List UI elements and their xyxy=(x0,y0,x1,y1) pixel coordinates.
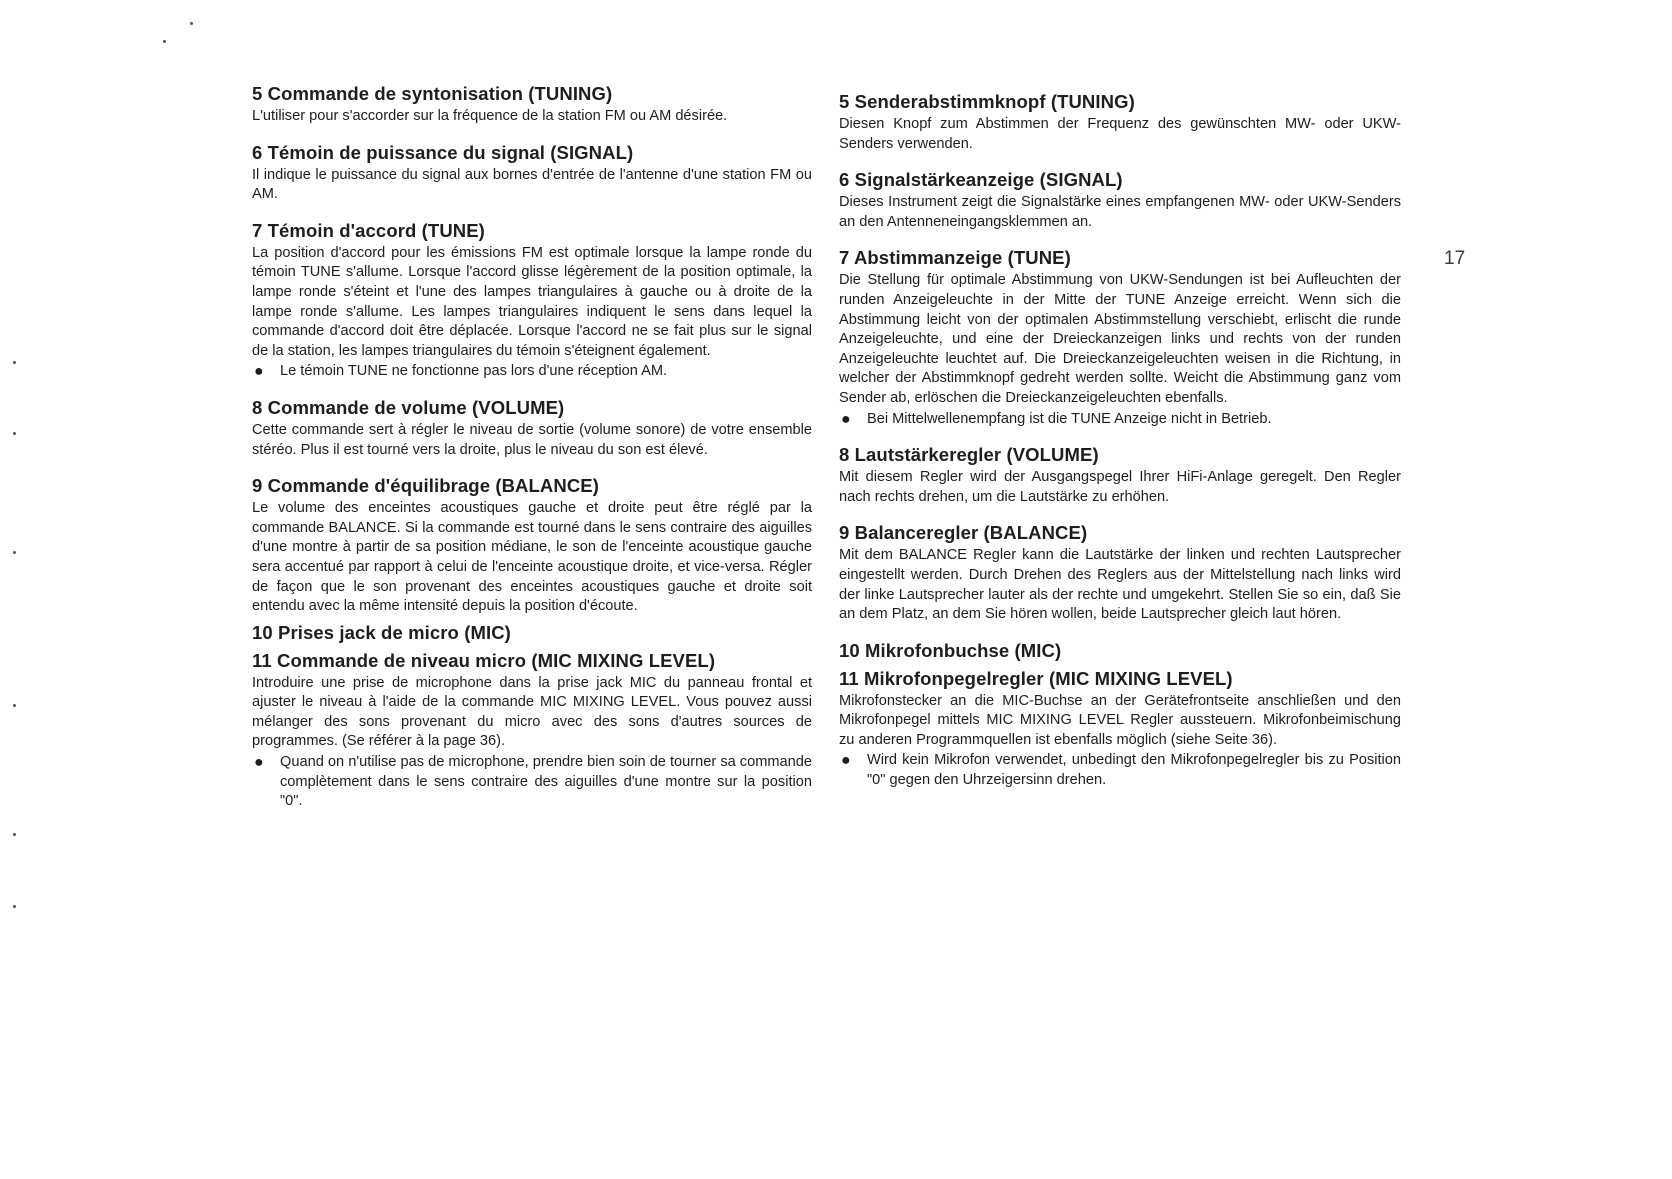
section-heading: 6 Signalstärkeanzeige (SIGNAL) xyxy=(839,169,1123,191)
section-text: Introduire une prise de microphone dans la prise jack MIC du panneau frontal et ajuster le niveau à l'aide de la commande MIC MIXING LEVEL. Vous pouvez aussi mélanger des sons provenant du micro avec des sons d'autres sources de programmes. (Se référer à la page 36). xyxy=(252,674,812,750)
scan-speck xyxy=(163,40,166,43)
page-number: 17 xyxy=(1444,248,1466,269)
bullet-text: Bei Mittelwellenempfang ist die TUNE Anzeige nicht in Betrieb. xyxy=(867,410,1272,427)
bullet-note xyxy=(839,410,1401,430)
bullet-icon: ● xyxy=(841,752,851,770)
bullet-text: Le témoin TUNE ne fonctionne pas lors d'une réception AM. xyxy=(280,363,668,380)
scan-speck xyxy=(13,551,16,554)
scan-speck xyxy=(13,905,16,908)
bullet-text: Wird kein Mikrofon verwendet, unbedingt den Mikrofonpegelregler bis zu Position "0" gegen den Uhrzeigersinn drehen. xyxy=(867,752,1401,789)
section-text: Cette commande sert à régler le niveau de sortie (volume sonore) de votre ensemble stéréo. Plus il est tourné vers la droite, plus le niveau du son est élevé. xyxy=(252,421,812,458)
fr-section-tuning xyxy=(252,82,812,127)
section-text: Il indique le puissance du signal aux bornes d'entrée de l'antenne d'une station FM ou AM. xyxy=(252,166,812,203)
section-heading: 8 Commande de volume (VOLUME) xyxy=(252,396,565,418)
section-text: Le volume des enceintes acoustiques gauche et droite peut être réglé par la commande BALANCE. Si la commande est tourné dans le sens contraire des aiguilles d'une montre à partir de sa position médiane, le son de l'enceinte acoustique gauche sera accentué par rapport à celui de l'enceinte acoustique droite, et vice-versa. Régler de façon que le son provenant des enceintes acoustiques gauche et droite soit entendu avec la même intensité depuis la position d'écoute. xyxy=(252,500,812,615)
bullet-icon: ● xyxy=(254,363,264,381)
section-heading: 6 Témoin de puissance du signal (SIGNAL) xyxy=(252,141,634,163)
fr-section-balance xyxy=(252,474,812,617)
fr-section-mic-mixing xyxy=(252,649,812,812)
de-section-balance xyxy=(839,521,1401,624)
section-text: Mit dem BALANCE Regler kann die Lautstärke der linken und rechten Lautsprecher eingestellt werden. Durch Drehen des Reglers aus der Mittelstellung nach links wird der linke Lautsprecher lauter als der rechte und umgekehrt. Stellen Sie so ein, daß Sie an dem Platz, an dem Sie hören wollen, beide Lautsprecher gleich laut hören. xyxy=(839,547,1401,623)
section-heading: 9 Balanceregler (BALANCE) xyxy=(839,522,1088,544)
section-heading: 5 Commande de syntonisation (TUNING) xyxy=(252,83,613,104)
section-text: Dieses Instrument zeigt die Signalstärke eines empfangenen MW- oder UKW-Senders an den Antenneneingangsklemmen an. xyxy=(839,194,1401,230)
french-column xyxy=(252,82,812,826)
section-heading: 7 Abstimmanzeige (TUNE) xyxy=(839,247,1071,269)
section-heading: 5 Senderabstimmknopf (TUNING) xyxy=(839,91,1135,112)
german-column xyxy=(839,90,1401,805)
section-heading: 9 Commande d'équilibrage (BALANCE) xyxy=(252,475,599,497)
scan-speck xyxy=(13,833,16,836)
de-section-tuning xyxy=(839,90,1401,154)
de-section-signal xyxy=(839,168,1401,232)
scan-speck xyxy=(13,361,16,364)
section-heading: 11 Mikrofonpegelregler (MIC MIXING LEVEL) xyxy=(839,667,1233,689)
de-section-mic-mixing xyxy=(839,667,1401,791)
section-text: Mit diesem Regler wird der Ausgangspegel Ihrer HiFi-Anlage geregelt. Den Regler nach rechts drehen, um die Lautstärke zu erhöhen. xyxy=(839,469,1401,505)
de-section-volume xyxy=(839,443,1401,507)
bullet-note xyxy=(252,753,812,812)
scan-speck xyxy=(190,22,193,25)
section-text: Die Stellung für optimale Abstimmung von UKW-Sendungen ist bei Aufleuchten der runden Anzeigeleuchte in der Mitte der TUNE Anzeige erreicht. Wenn sich die Abstimmung leicht von der optimalen Abstimmstellung verschiebt, erlischt die runde Anzeigeleuchte, und eine der Dreieckanzeigen links und rechts von der runden Anzeigeleuchte leuchtet auf. Die Dreieckanzeigeleuchten weisen in die Richtung, in welcher der Abstimmknopf gedreht werden sollte. Weicht die Abstimmung ganz vom Sender ab, erlöschen die Dreieckanzeigeleuchten ebenfalls. xyxy=(839,272,1401,406)
bullet-icon: ● xyxy=(254,754,264,772)
bullet-note xyxy=(839,751,1401,790)
section-heading: 10 Prises jack de micro (MIC) xyxy=(252,621,511,643)
section-text: La position d'accord pour les émissions FM est optimale lorsque la lampe ronde du témoin TUNE s'allume. Lorsque l'accord glisse légèrement de la position optimale, la lampe ronde s'éteint et l'une des lampes triangulaires à gauche ou à droite de la lampe ronde s'allume. Les lampes triangulaires indiquent le sens dans lequel la commande d'accord doit être déplacée. Lorsque l'accord ne se fait plus sur le signal de la station, les lampes triangulaires du témoin s'éteignent également. xyxy=(252,244,812,359)
section-heading: 8 Lautstärkeregler (VOLUME) xyxy=(839,444,1099,466)
de-section-mic xyxy=(839,639,1401,663)
section-text: Diesen Knopf zum Abstimmen der Frequenz des gewünschten MW- oder UKW-Senders verwenden. xyxy=(839,116,1401,152)
de-section-tune xyxy=(839,246,1401,429)
section-text: Mikrofonstecker an die MIC-Buchse an der Gerätefrontseite anschließen und den Mikrofonpegel mittels MIC MIXING LEVEL Regler aussteuern. Mikrofonbeimischung zu anderen Programmquellen ist ebenfalls möglich (siehe Seite 36). xyxy=(839,692,1401,748)
scan-speck xyxy=(13,704,16,707)
fr-section-tune xyxy=(252,219,812,382)
bullet-note xyxy=(252,362,812,382)
section-heading: 10 Mikrofonbuchse (MIC) xyxy=(839,639,1062,661)
fr-section-signal xyxy=(252,141,812,205)
bullet-icon: ● xyxy=(841,410,851,428)
scan-speck xyxy=(13,432,16,435)
fr-section-volume xyxy=(252,396,812,460)
section-heading: 7 Témoin d'accord (TUNE) xyxy=(252,219,485,241)
section-text: L'utiliser pour s'accorder sur la fréquence de la station FM ou AM désirée. xyxy=(252,108,728,124)
section-heading: 11 Commande de niveau micro (MIC MIXING LEVEL) xyxy=(252,649,716,671)
fr-section-mic xyxy=(252,621,812,645)
bullet-text: Quand on n'utilise pas de microphone, prendre bien soin de tourner sa commande complètement dans le sens contraire des aiguilles d'une montre sur la position "0". xyxy=(280,754,812,810)
